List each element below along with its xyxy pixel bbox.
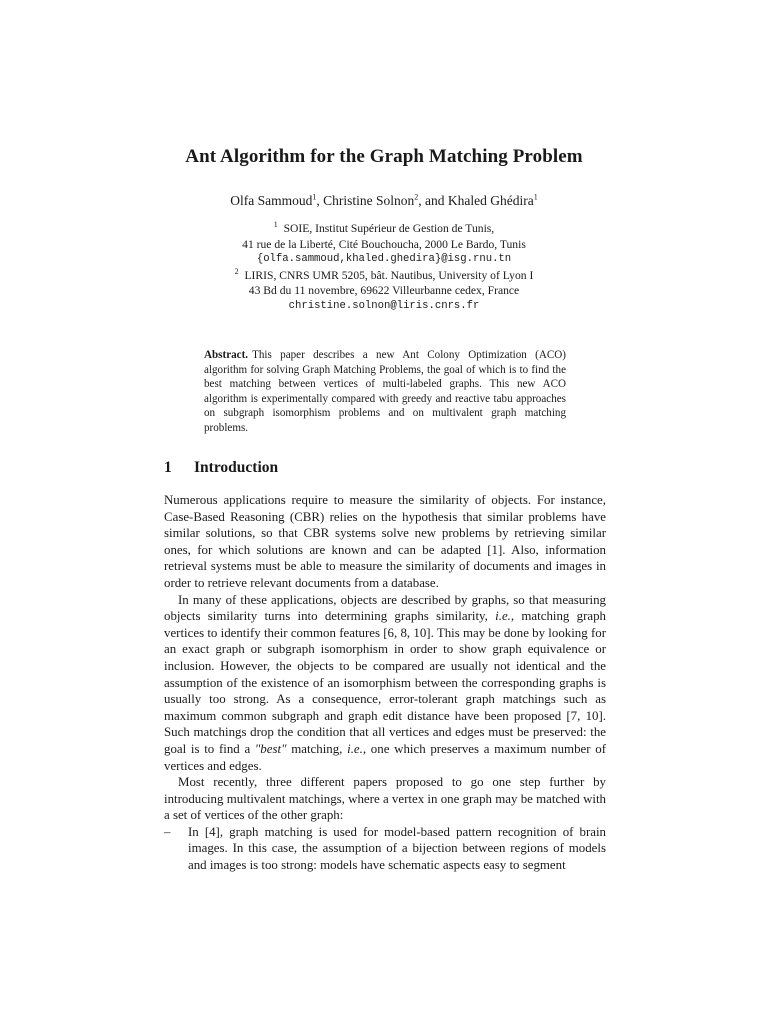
affiliation-mark: 2: [234, 266, 239, 276]
bullet-dash: –: [164, 824, 171, 839]
emphasis: i.e.,: [495, 609, 515, 624]
paragraph-3: Most recently, three different papers proposed to go one step further by introducing multivalent matchings, where a vertex in one graph may be matched with a set of vertices of the other graph:: [164, 775, 606, 823]
paper-title: Ant Algorithm for the Graph Matching Problem: [185, 146, 583, 167]
author-name: Khaled Ghédira: [447, 193, 534, 208]
author-list: [0, 193, 768, 209]
affiliation-2-line1: [0, 268, 768, 284]
abstract-text: This paper describes a new Ant Colony Optimization (ACO) algorithm for solving Graph Matching Problems, the goal of which is to find the best matching between vertices of multi-labeled graphs. This new ACO algorithm is experimentally compared with greedy and reactive tabu approaches on subgraph isomorphism problems and on multivalent graph matching problems.: [204, 349, 566, 434]
author-affil-mark: 1: [312, 192, 317, 202]
affiliation-mark: 1: [273, 220, 278, 230]
affiliation-2-email[interactable]: christine.solnon@liris.cnrs.fr: [288, 299, 480, 312]
affiliation-text: SOIE, Institut Supérieur de Gestion de Tunis,: [283, 222, 495, 235]
paragraph-text: matching graph vertices to identify their common features [6, 8, 10]. This may be done by looking for an exact graph or subgraph isomorphism in order to show graph equivalence or inclusion. However, the objects to be compared are usually not identical and the assumption of the existence of an isomorphism between the corresponding graphs is usually too strong. As a consequence, error-tolerant graph matchings such as maximum common subgraph and graph edit distance have been proposed [7, 10]. Such matchings drop the condition that all vertices and edges must be preserved: the goal is to find a: [164, 609, 606, 756]
paragraph-1: Numerous applications require to measure the similarity of objects. For instance, Case-Based Reasoning (CBR) relies on the hypothesis that similar problems have similar solutions, so that CBR systems solve new problems by retrieving similar ones, for which solutions are known and can be adapted [1]. Also, information retrieval systems must be able to measure the similarity of documents and images in order to retrieve relevant documents from a database.: [164, 493, 606, 590]
affiliation-2-line2: 43 Bd du 11 novembre, 69622 Villeurbanne cedex, France: [248, 284, 520, 297]
section-body: [164, 492, 606, 874]
section-number: 1: [164, 459, 172, 476]
emphasis: "best": [254, 741, 287, 756]
emphasis: i.e.,: [347, 741, 367, 756]
abstract-label: Abstract.: [204, 349, 249, 361]
affiliation-1-line2: 41 rue de la Liberté, Cité Bouchoucha, 2000 Le Bardo, Tunis: [242, 237, 526, 251]
list-item: [164, 824, 606, 874]
affiliation-1-email[interactable]: {olfa.sammoud,khaled.ghedira}@isg.rnu.tn: [256, 253, 512, 265]
section-title: Introduction: [194, 459, 279, 476]
paragraph-text: one which preserves a maximum number of vertices and edges.: [164, 741, 606, 773]
author-name: Christine Solnon: [323, 193, 415, 208]
paragraph-text: In many of these applications, objects are described by graphs, so that measuring objects similarity turns into determining graphs similarity,: [164, 592, 606, 624]
paragraph-2: [164, 592, 606, 775]
paragraph-text: matching,: [286, 741, 348, 756]
list-item-text: In [4], graph matching is used for model-based pattern recognition of brain images. In this case, the assumption of a bijection between regions of models and images is too strong: models have schematic aspects easy to segment: [188, 824, 606, 873]
author-separator: , and: [418, 193, 448, 208]
author-affil-mark: 2: [414, 192, 419, 202]
affiliations: [0, 221, 768, 314]
affiliation-text: LIRIS, CNRS UMR 5205, bât. Nautibus, University of Lyon I: [244, 268, 534, 282]
affiliation-1-line1: [0, 221, 768, 237]
abstract: [204, 348, 566, 436]
author-separator: ,: [316, 193, 324, 208]
section-heading: [164, 459, 278, 477]
bullet-list: [164, 824, 606, 874]
author-name: Olfa Sammoud: [230, 193, 313, 208]
author-affil-mark: 1: [533, 192, 538, 202]
